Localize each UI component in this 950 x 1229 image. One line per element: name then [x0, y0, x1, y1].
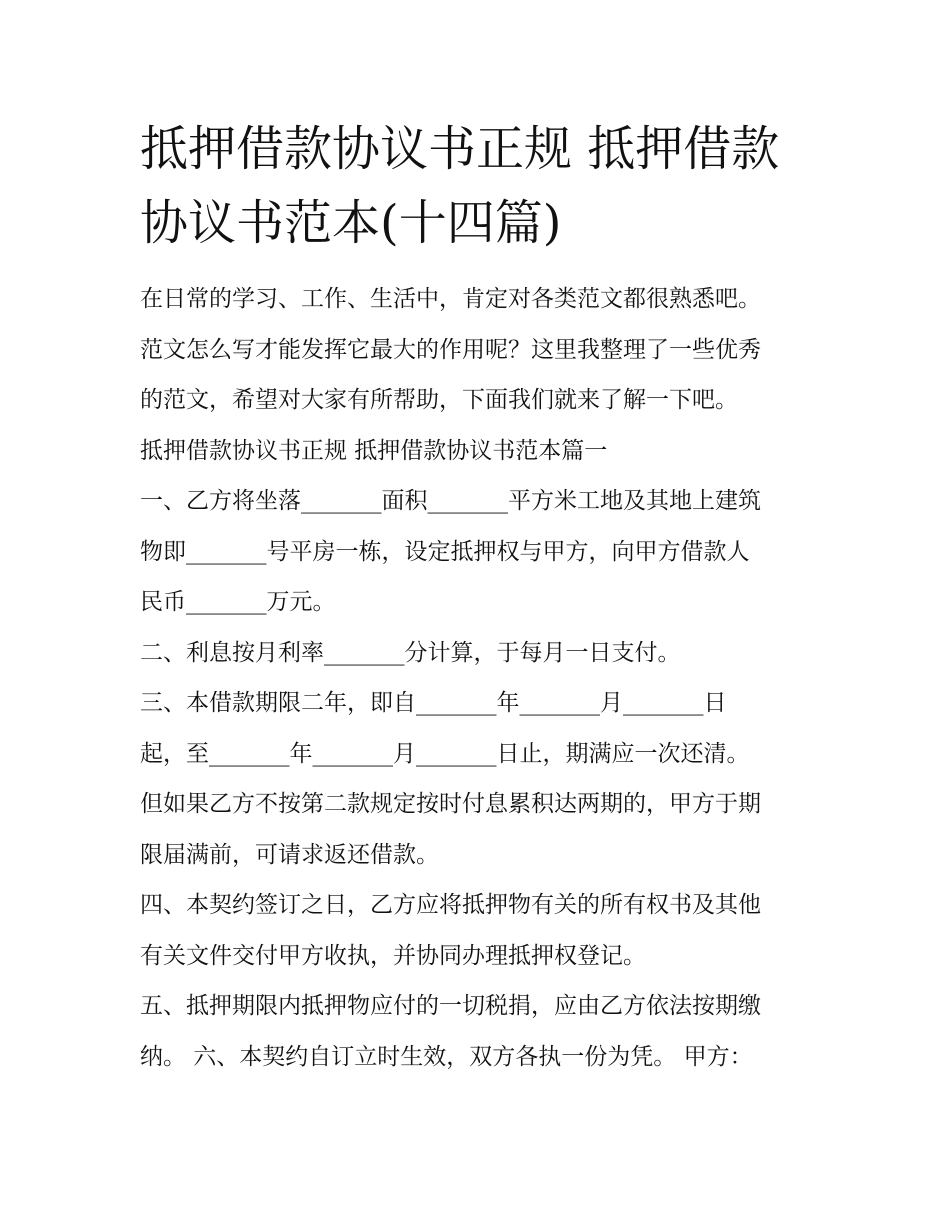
- body-line: 有关文件交付甲方收执，并协同办理抵押权登记。: [140, 942, 646, 969]
- body-line: 但如果乙方不按第二款规定按时付息累积达两期的，甲方于期: [140, 791, 761, 817]
- body-line: 五、抵押期限内抵押物应付的一切税捐，应由乙方依法按期缴: [140, 993, 761, 1019]
- body-line: 物即_______号平房一栋，设定抵押权与甲方，向甲方借款人: [140, 538, 750, 565]
- section-heading: 抵押借款协议书正规 抵押借款协议书范本篇一: [140, 437, 608, 464]
- title-line: 协议书范本(十四篇): [140, 195, 562, 251]
- body-line: 在日常的学习、工作、生活中，肯定对各类范文都很熟悉吧。: [140, 286, 761, 312]
- body-line: 起，至_______年_______月_______日止，期满应一次还清。: [140, 740, 750, 767]
- document-title: [140, 112, 840, 260]
- title-line: 抵押借款协议书正规 抵押借款: [140, 121, 780, 177]
- body-line: 一、乙方将坐落_______面积_______平方米工地及其地上建筑: [140, 488, 761, 514]
- body-line: 民币_______万元。: [140, 589, 336, 615]
- body-line: 的范文，希望对大家有所帮助，下面我们就来了解一下吧。: [140, 387, 738, 413]
- document-body: [140, 274, 830, 1082]
- body-line: 二、利息按月利率_______分计算，于每月一日支付。: [140, 639, 681, 666]
- body-line: 三、本借款期限二年，即自_______年_______月_______日: [140, 690, 727, 716]
- body-line: 纳。 六、本契约自订立时生效，双方各执一份为凭。 甲方：: [140, 1043, 753, 1070]
- body-line: 四、本契约签订之日，乙方应将抵押物有关的所有权书及其他: [140, 892, 761, 918]
- body-line: 范文怎么写才能发挥它最大的作用呢？这里我整理了一些优秀: [140, 336, 761, 363]
- body-line: 限届满前，可请求返还借款。: [140, 841, 439, 868]
